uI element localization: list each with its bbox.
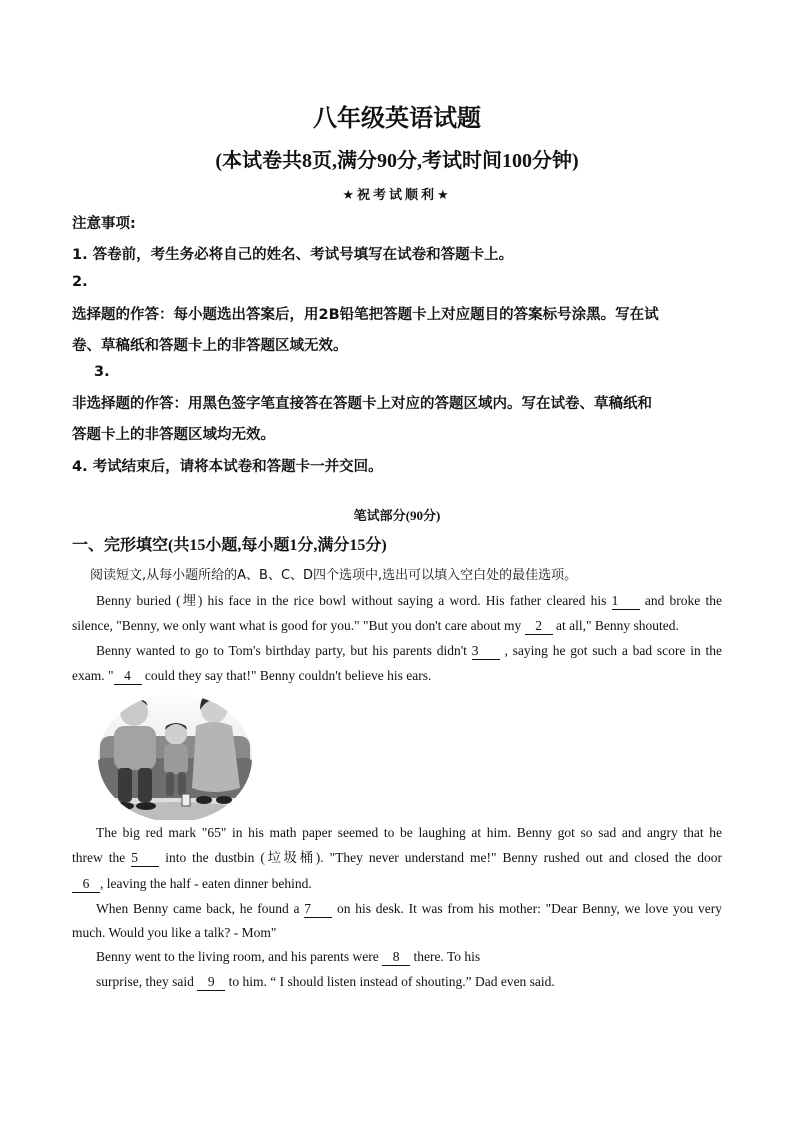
part-instruction: 阅读短文,从每小题所给的A、B、C、D四个选项中,选出可以填入空白处的最佳选项。 bbox=[90, 568, 578, 583]
passage-line bbox=[72, 944, 746, 969]
family-illustration-icon bbox=[96, 688, 254, 820]
passage-text: on his desk. It was from his mother: "Dear Benny, we love you very bbox=[337, 901, 723, 916]
passage-text: , saying he got such a bad score in the bbox=[504, 643, 722, 658]
passage-line bbox=[72, 588, 722, 613]
passage-line bbox=[72, 896, 722, 921]
passage-line bbox=[72, 920, 722, 945]
passage-text: When Benny came back, he found a bbox=[96, 901, 300, 916]
passage-text: The big red mark "65" in his math paper seemed to be laughing at him. Benny got so sad and angry that he bbox=[96, 825, 722, 840]
passage-text: and broke the bbox=[644, 593, 723, 608]
passage-text: surprise, they said bbox=[96, 974, 194, 989]
notes-item-3-line-1: 非选择题的作答：用黑色签字笔直接答在答题卡上对应的答题区域内。写在试卷、草稿纸和 bbox=[72, 396, 652, 412]
blank-5[interactable]: 5 bbox=[131, 850, 159, 867]
passage-line bbox=[72, 638, 722, 663]
passage-line bbox=[72, 663, 722, 688]
blank-2[interactable]: 2 bbox=[525, 618, 553, 635]
passage-line bbox=[72, 820, 722, 845]
notes-heading: 注意事项: bbox=[72, 216, 136, 232]
notes-item-3-line-2: 答题卡上的非答题区域均无效。 bbox=[72, 427, 275, 443]
passage-text: there. To his bbox=[413, 949, 481, 964]
blank-8[interactable]: 8 bbox=[382, 949, 410, 966]
page-subtitle: (本试卷共8页,满分90分,考试时间100分钟) bbox=[215, 150, 579, 172]
section-title: 笔试部分(90分) bbox=[353, 508, 441, 523]
passage-text: Benny wanted to go to Tom's birthday party, but his parents didn't bbox=[96, 643, 467, 658]
passage-text: silence, "Benny, we only want what is good for you." "But you don't care about my bbox=[72, 618, 522, 633]
part-heading: 一、完形填空(共15小题,每小题1分,满分15分) bbox=[72, 537, 387, 554]
notes-item-4: 4. 考试结束后，请将本试卷和答题卡一并交回。 bbox=[72, 459, 383, 475]
passage-text: to him. “ I should listen instead of shouting.” Dad even said. bbox=[228, 974, 555, 989]
blank-6[interactable]: 6 bbox=[72, 876, 100, 893]
passage-text: threw the bbox=[72, 850, 126, 865]
notes-item-2-number: 2. bbox=[72, 274, 88, 290]
blank-1[interactable]: 1 bbox=[612, 593, 640, 610]
blank-9[interactable]: 9 bbox=[197, 974, 225, 991]
passage-line bbox=[72, 845, 722, 870]
passage-text: Benny went to the living room, and his parents were bbox=[96, 949, 379, 964]
passage-text: at all," Benny shouted. bbox=[556, 618, 679, 633]
notes-item-1: 1. 答卷前，考生务必将自己的姓名、考试号填写在试卷和答题卡上。 bbox=[72, 247, 514, 263]
notes-item-2-line-1: 选择题的作答：每小题选出答案后，用2B铅笔把答题卡上对应题目的答案标号涂黑。写在试 bbox=[72, 307, 659, 323]
blank-7[interactable]: 7 bbox=[304, 901, 332, 918]
passage-text: Benny buried (埋) his face in the rice bowl without saying a word. His father cleared his bbox=[96, 593, 607, 608]
passage-text: exam. " bbox=[72, 668, 114, 683]
passage-text: could they say that!" Benny couldn't believe his ears. bbox=[144, 668, 432, 683]
passage-text: into the dustbin (垃圾桶). "They never understand me!" Benny rushed out and closed the door bbox=[165, 850, 723, 865]
passage-text: much. Would you like a talk? - Mom" bbox=[72, 925, 277, 940]
passage-line bbox=[72, 969, 746, 994]
good-luck-line: ★祝考试顺利★ bbox=[342, 188, 452, 203]
notes-item-3-number: 3. bbox=[94, 364, 110, 380]
blank-4[interactable]: 4 bbox=[114, 668, 142, 685]
passage-line bbox=[72, 613, 722, 638]
passage-line bbox=[72, 871, 722, 896]
page-title: 八年级英语试题 bbox=[313, 106, 481, 132]
blank-3[interactable]: 3 bbox=[472, 643, 500, 660]
notes-item-2-line-2: 卷、草稿纸和答题卡上的非答题区域无效。 bbox=[72, 338, 348, 354]
passage-text: , leaving the half - eaten dinner behind. bbox=[100, 876, 312, 891]
